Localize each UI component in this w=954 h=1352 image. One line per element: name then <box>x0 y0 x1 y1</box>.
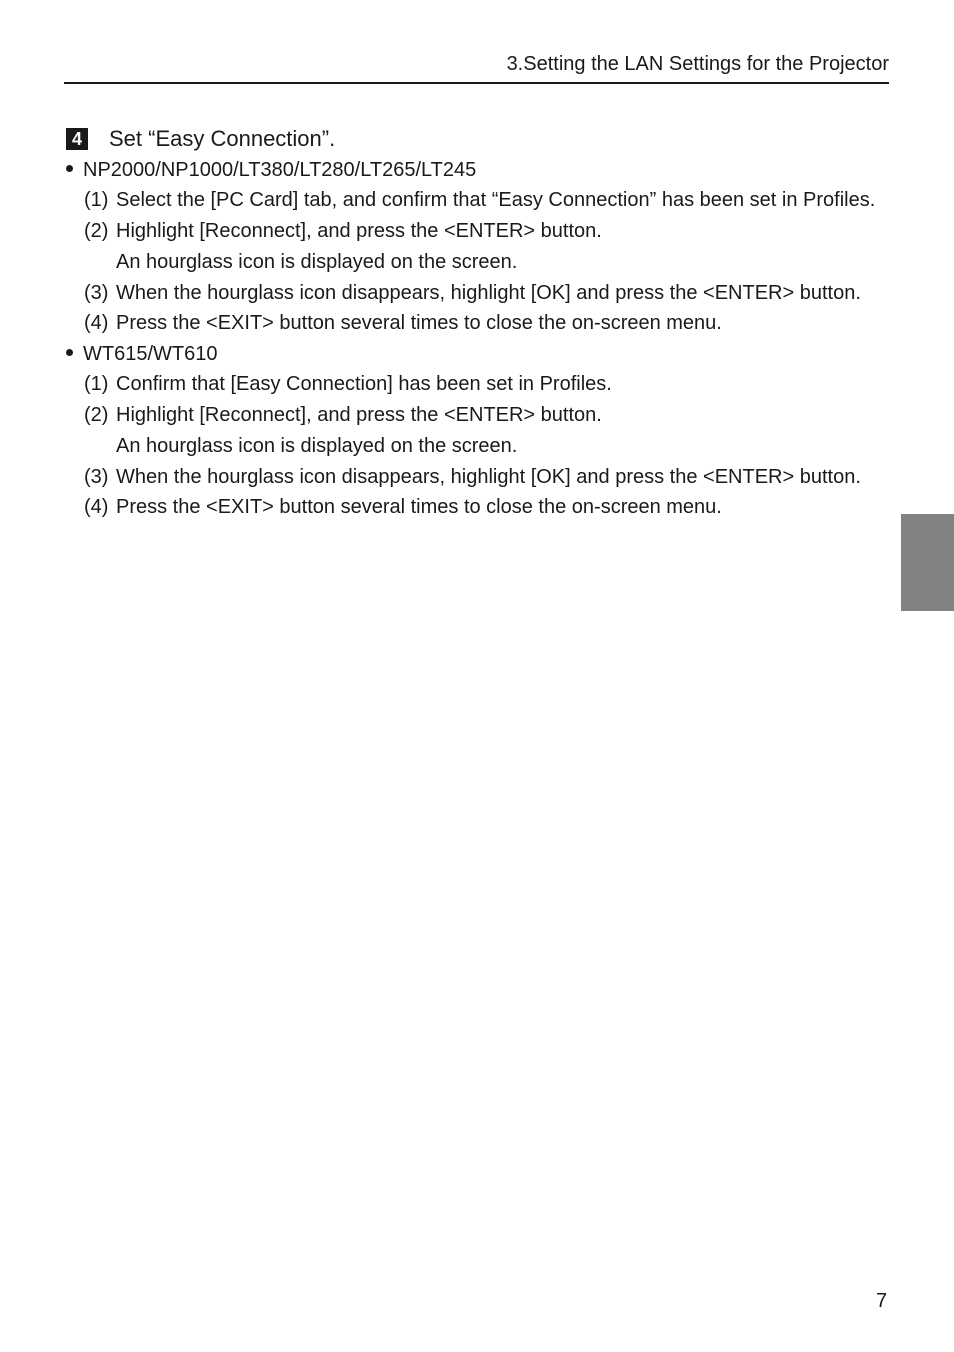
item-number: (4) <box>84 312 109 334</box>
item-text: Select the [PC Card] tab, and confirm that “Easy Connection” has been set in Profiles. <box>116 189 876 211</box>
model-bullet <box>66 158 476 182</box>
item-number: (1) <box>84 189 109 211</box>
bullet-icon <box>66 349 73 356</box>
chapter-tab-marker <box>901 514 954 611</box>
list-item <box>84 188 875 212</box>
item-number: (2) <box>84 220 109 242</box>
item-text: Confirm that [Easy Connection] has been set in Profiles. <box>116 373 612 395</box>
list-item <box>84 281 861 305</box>
item-text: Press the <EXIT> button several times to close the on-screen menu. <box>116 312 722 334</box>
list-item <box>84 311 722 335</box>
item-number: (2) <box>84 404 109 426</box>
list-item <box>84 465 861 489</box>
step-title: Set “Easy Connection”. <box>109 126 336 151</box>
item-number: (4) <box>84 496 109 518</box>
item-number: (3) <box>84 466 109 488</box>
item-text: When the hourglass icon disappears, highlight [OK] and press the <ENTER> button. <box>116 466 861 488</box>
item-note: An hourglass icon is displayed on the screen. <box>116 435 518 457</box>
page-number: 7 <box>876 1290 888 1312</box>
item-note: An hourglass icon is displayed on the screen. <box>116 251 518 273</box>
item-text: Press the <EXIT> button several times to close the on-screen menu. <box>116 496 722 518</box>
item-number: (1) <box>84 373 109 395</box>
item-number: (3) <box>84 282 109 304</box>
list-item <box>84 372 612 396</box>
item-text: When the hourglass icon disappears, highlight [OK] and press the <ENTER> button. <box>116 282 861 304</box>
item-text: Highlight [Reconnect], and press the <ENTER> button. <box>116 220 602 242</box>
model-bullet <box>66 342 217 366</box>
page-header <box>64 50 889 84</box>
step-number-badge: 4 <box>66 128 88 150</box>
item-text: Highlight [Reconnect], and press the <ENTER> button. <box>116 404 602 426</box>
list-item <box>84 403 602 427</box>
model-label: WT615/WT610 <box>83 343 218 365</box>
model-label: NP2000/NP1000/LT380/LT280/LT265/LT245 <box>83 159 477 181</box>
list-item <box>84 219 602 243</box>
header-title: 3.Setting the LAN Settings for the Projector <box>506 53 889 75</box>
list-item <box>84 495 722 519</box>
bullet-icon <box>66 165 73 172</box>
step-heading <box>66 124 335 154</box>
